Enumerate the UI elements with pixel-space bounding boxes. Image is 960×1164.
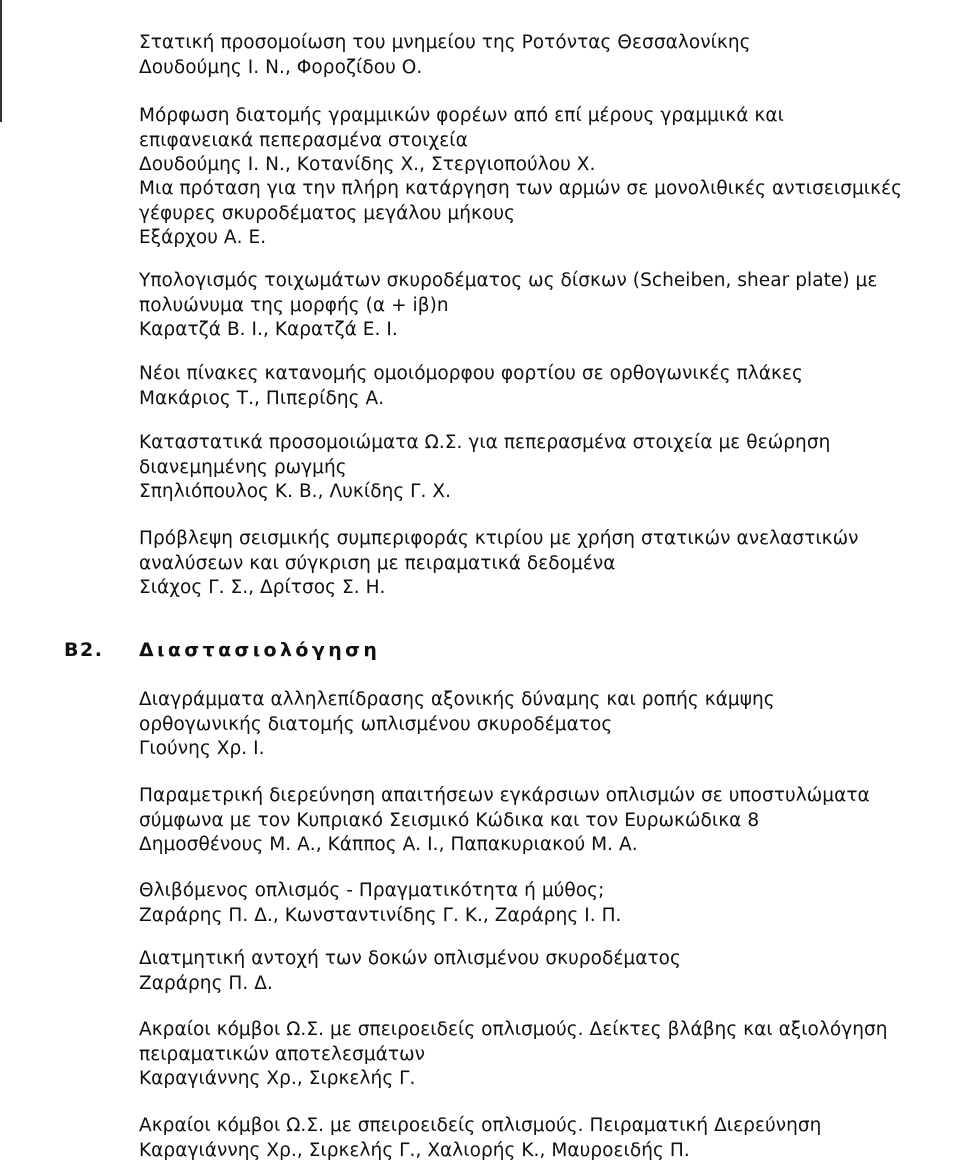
paper-title-line: Μόρφωση διατομής γραμμικών φορέων από επί μέρους γραμμικά και bbox=[139, 105, 784, 126]
paper-authors-line: Σιάχος Γ. Σ., Δρίτσος Σ. Η. bbox=[139, 577, 386, 598]
paper-authors-line: Γιούνης Χρ. Ι. bbox=[139, 738, 265, 759]
paper-entry bbox=[139, 784, 929, 858]
paper-title-line: Πρόβλεψη σεισμικής συμπεριφοράς κτιρίου με χρήση στατικών ανελαστικών bbox=[139, 528, 859, 549]
paper-title-line: Θλιβόμενος οπλισμός - Πραγματικότητα ή μύθος; bbox=[139, 880, 605, 901]
paper-authors-line: Δουδούμης Ι. Ν., Κοτανίδης Χ., Στεργιοπούλου Χ. bbox=[139, 154, 596, 175]
paper-title-line: πολυώνυμα της μορφής (α + iβ)n bbox=[139, 294, 449, 316]
paper-title-line: Ακραίοι κόμβοι Ω.Σ. με σπειροειδείς οπλισμούς. Δείκτες βλάβης και αξιολόγηση bbox=[139, 1019, 888, 1040]
paper-entry bbox=[139, 104, 929, 178]
paper-title-line: διανεμημένης ρωγμής bbox=[139, 456, 347, 478]
paper-entry bbox=[139, 31, 929, 80]
paper-title-line: ορθογωνικής διατομής ωπλισμένου σκυροδέματος bbox=[139, 713, 613, 735]
paper-entry bbox=[139, 362, 929, 411]
paper-authors-line: Δημοσθένους Μ. Α., Κάππος Α. Ι., Παπακυριακού Μ. Α. bbox=[139, 834, 638, 855]
paper-title-line: Διατμητική αντοχή των δοκών οπλισμένου σκυροδέματος bbox=[139, 948, 681, 969]
paper-authors-line: Μακάριος Τ., Πιπερίδης Α. bbox=[139, 387, 385, 409]
paper-title-line: Υπολογισμός τοιχωμάτων σκυροδέματος ως δίσκων (Scheiben, shear plate) με bbox=[139, 270, 878, 291]
paper-authors-line: Καραγιάννης Χρ., Σιρκελής Γ. bbox=[139, 1068, 416, 1089]
paper-entry bbox=[139, 177, 929, 251]
paper-title-line: γέφυρες σκυροδέματος μεγάλου μήκους bbox=[139, 202, 516, 224]
paper-authors-line: Δουδούμης Ι. Ν., Φοροζίδου Ο. bbox=[139, 56, 423, 78]
section-title: Διαστασιολόγηση bbox=[139, 639, 381, 661]
paper-entry bbox=[139, 269, 929, 343]
paper-entry bbox=[139, 527, 929, 601]
paper-entry bbox=[139, 1114, 929, 1163]
page-edge-line bbox=[0, 0, 2, 122]
paper-title-line: σύμφωνα με τον Κυπριακό Σεισμικό Κώδικα και τον Ευρωκώδικα 8 bbox=[139, 809, 760, 831]
paper-title-line: Στατική προσομοίωση του μνημείου της Ροτόντας Θεσσαλονίκης bbox=[139, 32, 751, 53]
paper-authors-line: Καρατζά Β. Ι., Καρατζά Ε. Ι. bbox=[139, 319, 398, 340]
section-number: Β2. bbox=[64, 639, 104, 661]
paper-authors-line: Ζαράρης Π. Δ., Κωνσταντινίδης Γ. Κ., Ζαράρης Ι. Π. bbox=[139, 904, 622, 926]
paper-entry bbox=[139, 947, 929, 996]
paper-title-line: επιφανειακά πεπερασμένα στοιχεία bbox=[139, 129, 468, 151]
paper-title-line: πειραματικών αποτελεσμάτων bbox=[139, 1043, 425, 1065]
paper-entry bbox=[139, 879, 929, 928]
paper-authors-line: Εξάρχου Α. Ε. bbox=[139, 227, 267, 248]
paper-title-line: Παραμετρική διερεύνηση απαιτήσεων εγκάρσιων οπλισμών σε υποστυλώματα bbox=[139, 785, 870, 806]
paper-authors-line: Καραγιάννης Χρ., Σιρκελής Γ., Χαλιορής Κ., Μαυροειδής Π. bbox=[139, 1139, 690, 1161]
paper-entry bbox=[139, 1018, 929, 1092]
paper-title-line: Καταστατικά προσομοιώματα Ω.Σ. για πεπερασμένα στοιχεία με θεώρηση bbox=[139, 432, 831, 453]
paper-title-line: Νέοι πίνακες κατανομής ομοιόμορφου φορτίου σε ορθογωνικές πλάκες bbox=[139, 363, 803, 384]
paper-entry bbox=[139, 431, 929, 505]
paper-title-line: αναλύσεων και σύγκριση με πειραματικά δεδομένα bbox=[139, 552, 616, 574]
paper-authors-line: Ζαράρης Π. Δ. bbox=[139, 972, 273, 994]
paper-title-line: Μια πρόταση για την πλήρη κατάργηση των αρμών σε μονολιθικές αντισεισμικές bbox=[139, 178, 903, 199]
paper-title-line: Ακραίοι κόμβοι Ω.Σ. με σπειροειδείς οπλισμούς. Πειραματική Διερεύνηση bbox=[139, 1115, 822, 1136]
paper-entry bbox=[139, 688, 929, 762]
paper-authors-line: Σπηλιόπουλος Κ. Β., Λυκίδης Γ. Χ. bbox=[139, 481, 452, 502]
paper-title-line: Διαγράμματα αλληλεπίδρασης αξονικής δύναμης και ροπής κάμψης bbox=[139, 689, 775, 710]
